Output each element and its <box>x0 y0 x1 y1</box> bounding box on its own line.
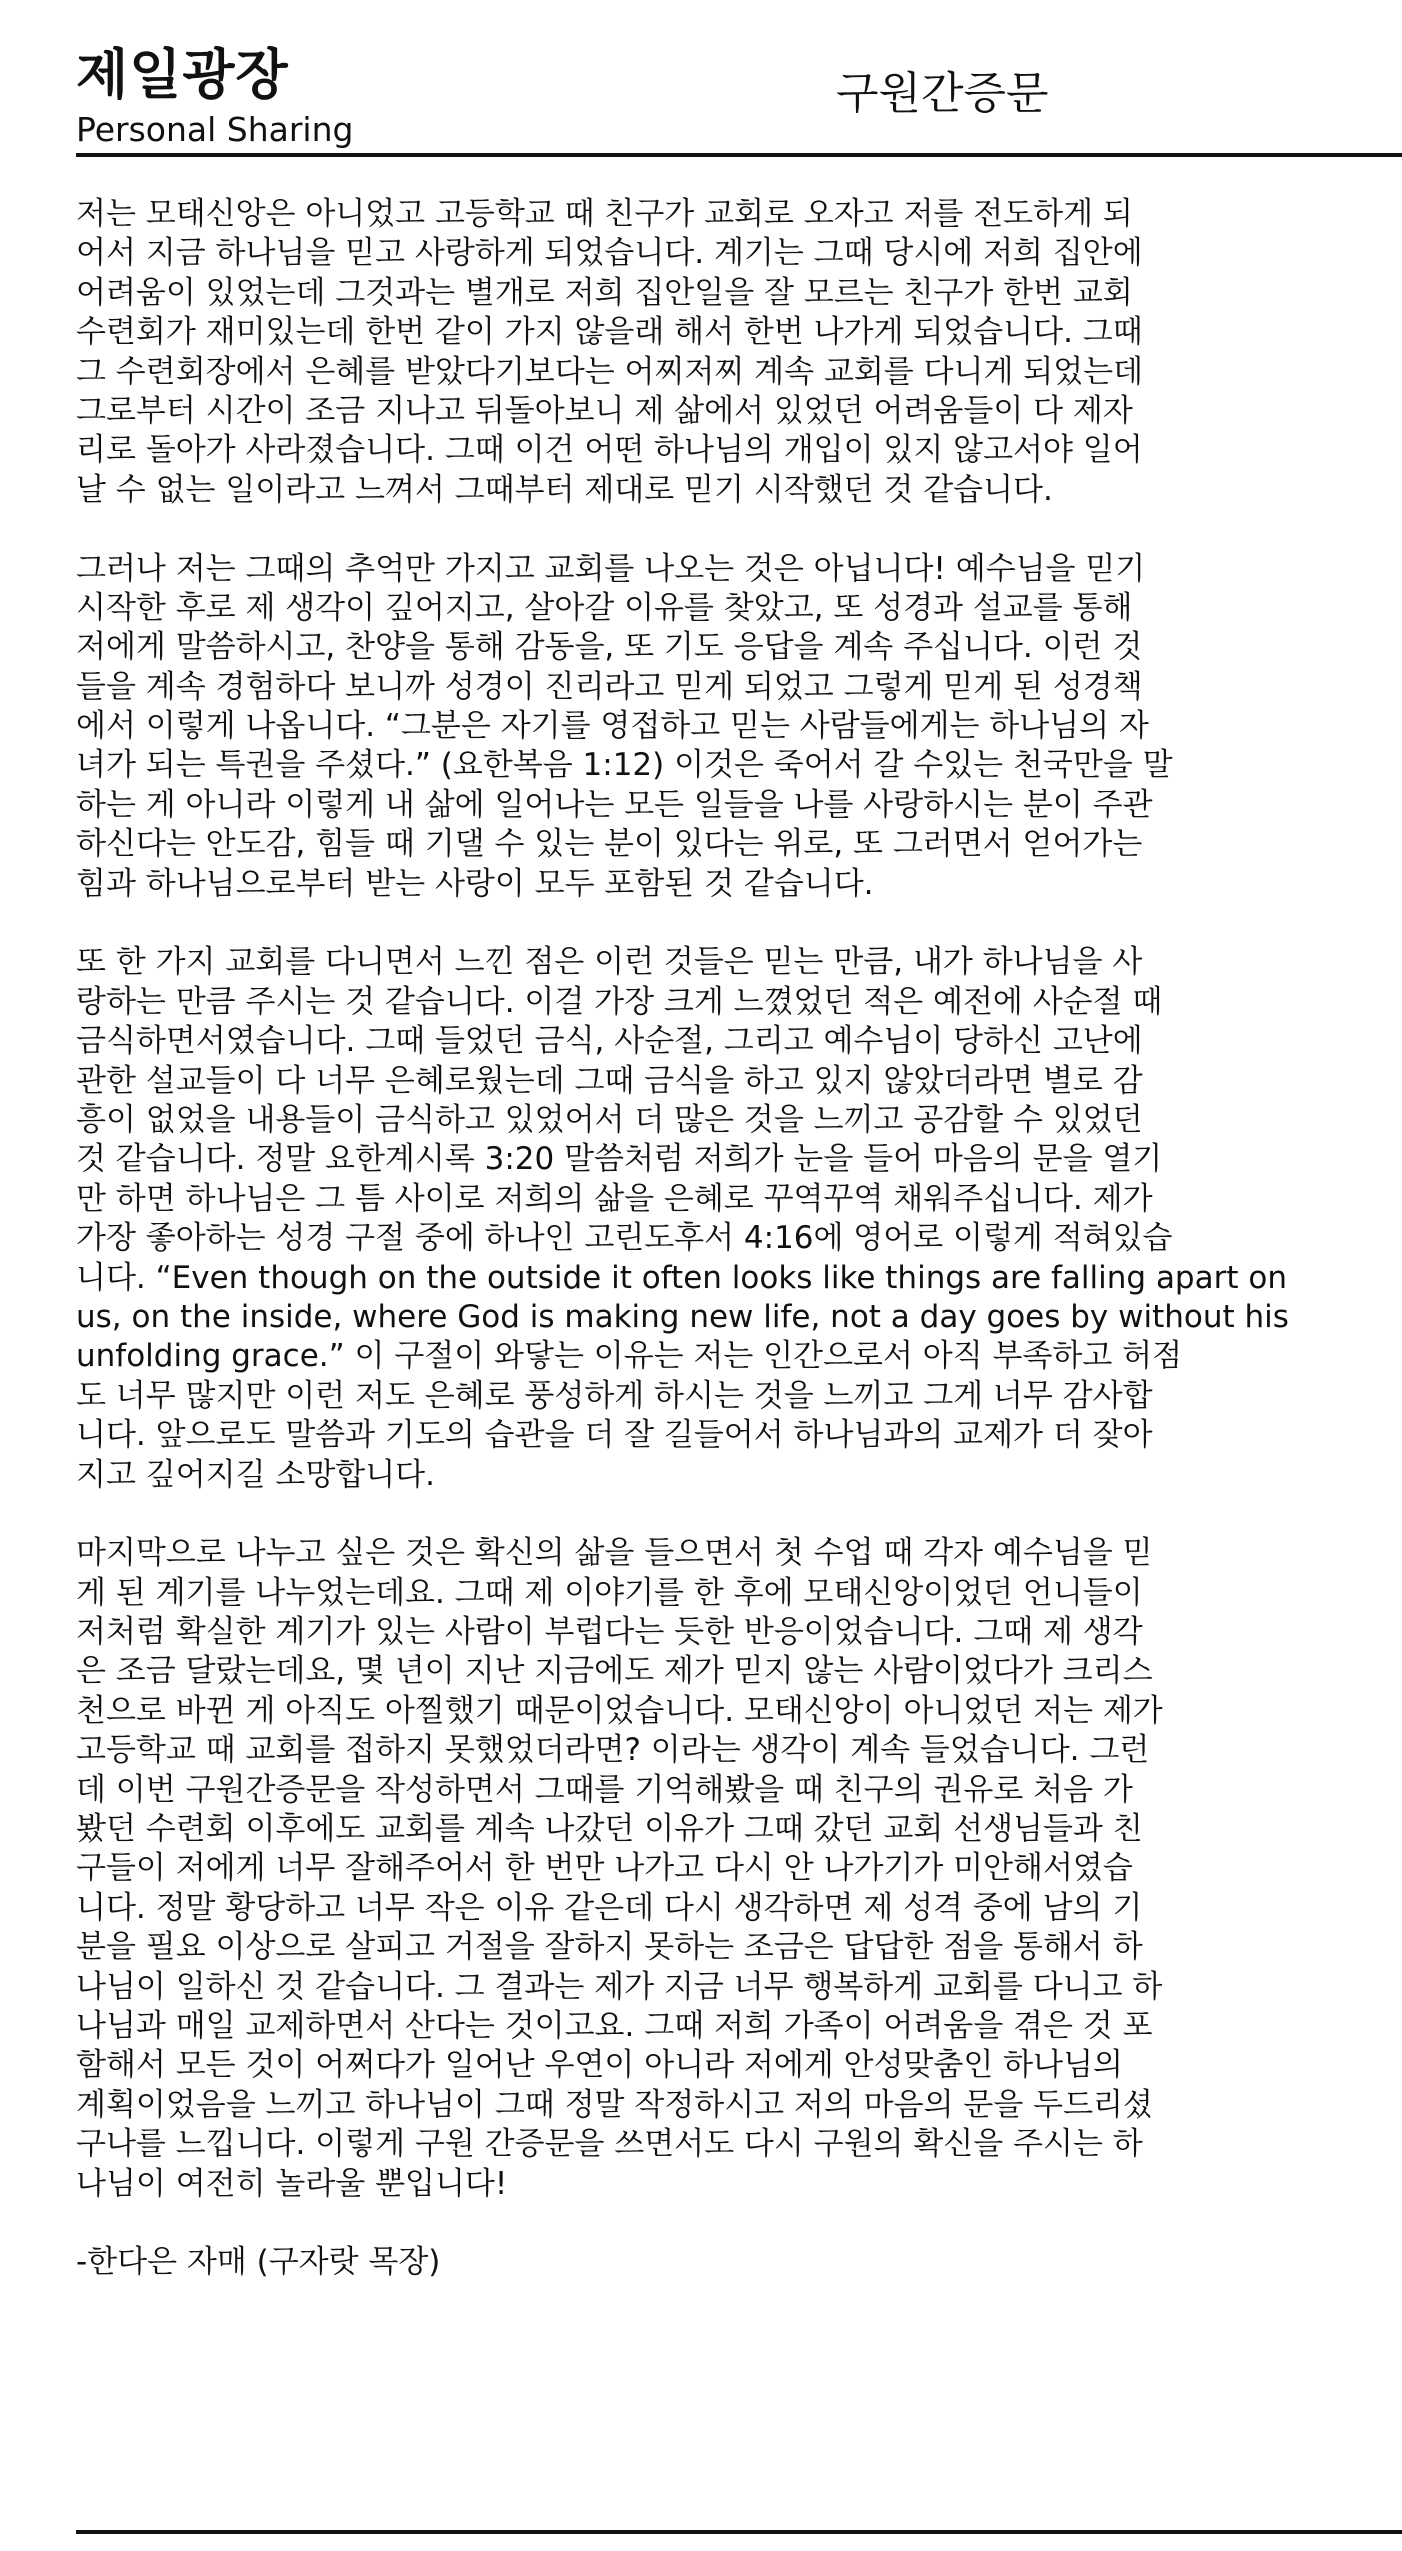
article-body <box>76 195 1396 2283</box>
text-line: 은 조금 달랐는데요, 몇 년이 지난 지금에도 제가 믿지 않는 사람이었다가 크리스 <box>76 1653 1153 1690</box>
text-line: 관한 설교들이 다 너무 은혜로웠는데 그때 금식을 하고 있지 않았더라면 별로 감 <box>76 1062 1143 1099</box>
paragraph-spacer <box>76 510 1396 549</box>
header-divider <box>76 153 1402 157</box>
text-line: 지고 깊어지길 소망합니다. <box>76 1456 435 1493</box>
paragraph <box>76 1534 1396 2204</box>
text-line: 힘과 하나님으로부터 받는 사랑이 모두 포함된 것 같습니다. <box>76 865 874 902</box>
paragraph <box>76 195 1396 510</box>
author-signature: -한다은 자매 (구자랏 목장) <box>76 2244 441 2281</box>
text-line: 날 수 없는 일이라고 느껴서 그때부터 제대로 믿기 시작했던 것 같습니다. <box>76 471 1053 508</box>
text-line: 만 하면 하나님은 그 틈 사이로 저희의 삶을 은혜로 꾸역꾸역 채워주십니다. 제가 <box>76 1180 1153 1217</box>
text-line: 흥이 없었을 내용들이 금식하고 있었어서 더 많은 것을 느끼고 공감할 수 있었던 <box>76 1101 1143 1138</box>
text-line: 그 수련회장에서 은혜를 받았다기보다는 어찌저찌 계속 교회를 다니게 되었는데 <box>76 353 1144 390</box>
paragraph-spacer <box>76 904 1396 943</box>
text-line: unfolding grace.” 이 구절이 와닿는 이유는 저는 인간으로서 아직 부족하고 허점 <box>76 1338 1183 1375</box>
text-line: 저처럼 확실한 계기가 있는 사람이 부럽다는 듯한 반응이었습니다. 그때 제 생각 <box>76 1614 1143 1651</box>
footer-divider <box>76 2530 1402 2534</box>
text-line: 랑하는 만큼 주시는 것 같습니다. 이걸 가장 크게 느꼈었던 적은 예전에 사순절 때 <box>76 983 1163 1020</box>
text-line: 하신다는 안도감, 힘들 때 기댈 수 있는 분이 있다는 위로, 또 그러면서 얻어가는 <box>76 826 1143 863</box>
text-line: 나님이 일하신 것 같습니다. 그 결과는 제가 지금 너무 행복하게 교회를 다니고 하 <box>76 1968 1163 2005</box>
text-line: 시작한 후로 제 생각이 깊어지고, 살아갈 이유를 찾았고, 또 성경과 설교를 통해 <box>76 589 1133 626</box>
text-line: 구나를 느낍니다. 이렇게 구원 간증문을 쓰면서도 다시 구원의 확신을 주시는 하 <box>76 2126 1143 2163</box>
text-line: 나님이 여전히 놀라울 뿐입니다! <box>76 2165 508 2202</box>
text-line: 들을 계속 경험하다 보니까 성경이 진리라고 믿게 되었고 그렇게 믿게 된 성경책 <box>76 668 1143 705</box>
text-line: 고등학교 때 교회를 접하지 못했었더라면? 이라는 생각이 계속 들었습니다. 그런 <box>76 1732 1150 1769</box>
document-title: 구원간증문 <box>836 68 1049 119</box>
text-line: 나님과 매일 교제하면서 산다는 것이고요. 그때 저희 가족이 어려움을 겪은 것 포 <box>76 2007 1153 2044</box>
text-line: 리로 돌아가 사라졌습니다. 그때 이건 어떤 하나님의 개입이 있지 않고서야 일어 <box>76 432 1143 469</box>
text-line: 게 된 계기를 나누었는데요. 그때 제 이야기를 한 후에 모태신앙이었던 언니들이 <box>76 1574 1143 1611</box>
text-line: 마지막으로 나누고 싶은 것은 확신의 삶을 들으면서 첫 수업 때 각자 예수님을 믿 <box>76 1535 1153 1572</box>
paragraph <box>76 943 1396 1494</box>
paragraph-spacer <box>76 2204 1396 2243</box>
text-line: 분을 필요 이상으로 살피고 거절을 잘하지 못하는 조금은 답답한 점을 통해서 하 <box>76 1929 1143 1966</box>
text-line: 도 너무 많지만 이런 저도 은혜로 풍성하게 하시는 것을 느끼고 그게 너무 감사합 <box>76 1377 1153 1414</box>
text-line: 또 한 가지 교회를 다니면서 느낀 점은 이런 것들은 믿는 만큼, 내가 하나님을 사 <box>76 944 1143 981</box>
text-line: 데 이번 구원간증문을 작성하면서 그때를 기억해봤을 때 친구의 권유로 처음 가 <box>76 1771 1133 1808</box>
brand-subtitle: Personal Sharing <box>76 110 354 149</box>
text-line: 그러나 저는 그때의 추억만 가지고 교회를 나오는 것은 아닙니다! 예수님을 믿기 <box>76 550 1146 587</box>
text-line: 봤던 수련회 이후에도 교회를 계속 나갔던 이유가 그때 갔던 교회 선생님들과 친 <box>76 1811 1143 1848</box>
text-line: 녀가 되는 특권을 주셨다.” (요한복음 1:12) 이것은 죽어서 갈 수있는 천국만을 말 <box>76 747 1173 784</box>
paragraph-spacer <box>76 1495 1396 1534</box>
text-line: 가장 좋아하는 성경 구절 중에 하나인 고린도후서 4:16에 영어로 이렇게 적혀있습 <box>76 1220 1173 1257</box>
text-line: 에서 이렇게 나옵니다. “그분은 자기를 영접하고 믿는 사람들에게는 하나님의 자 <box>76 708 1149 745</box>
text-line: 것 같습니다. 정말 요한계시록 3:20 말씀처럼 저희가 눈을 들어 마음의 문을 열기 <box>76 1141 1163 1178</box>
text-line: 구들이 저에게 너무 잘해주어서 한 번만 나가고 다시 안 나가기가 미안해서였습 <box>76 1850 1133 1887</box>
page-header <box>76 28 1402 158</box>
text-line: 어서 지금 하나님을 믿고 사랑하게 되었습니다. 계기는 그때 당시에 저희 집안에 <box>76 235 1143 272</box>
text-line: 니다. 정말 황당하고 너무 작은 이유 같은데 다시 생각하면 제 성격 중에 남의 기 <box>76 1889 1143 1926</box>
text-line: us, on the inside, where God is making new life, not a day goes by without his <box>76 1298 1289 1335</box>
text-line: 금식하면서였습니다. 그때 들었던 금식, 사순절, 그리고 예수님이 당하신 고난에 <box>76 1023 1143 1060</box>
text-line: 니다. “Even though on the outside it often looks like things are falling apart on <box>76 1259 1287 1296</box>
brand-title: 제일광장 <box>76 43 289 106</box>
text-line: 그로부터 시간이 조금 지나고 뒤돌아보니 제 삶에서 있었던 어려움들이 다 제자 <box>76 392 1133 429</box>
text-line: 니다. 앞으로도 말씀과 기도의 습관을 더 잘 길들어서 하나님과의 교제가 더 잦아 <box>76 1417 1153 1454</box>
text-line: 함해서 모든 것이 어쩌다가 일어난 우연이 아니라 저에게 안성맞춤인 하나님의 <box>76 2047 1123 2084</box>
text-line: 저에게 말씀하시고, 찬양을 통해 감동을, 또 기도 응답을 계속 주십니다. 이런 것 <box>76 629 1143 666</box>
text-line: 천으로 바뀐 게 아직도 아찔했기 때문이었습니다. 모태신앙이 아니었던 저는 제가 <box>76 1692 1163 1729</box>
paragraph <box>76 550 1396 905</box>
text-line: 저는 모태신앙은 아니었고 고등학교 때 친구가 교회로 오자고 저를 전도하게 되 <box>76 196 1133 232</box>
text-line: 계획이었음을 느끼고 하나님이 그때 정말 작정하시고 저의 마음의 문을 두드리셨 <box>76 2086 1153 2123</box>
text-line: 수련회가 재미있는데 한번 같이 가지 않을래 해서 한번 나가게 되었습니다. 그때 <box>76 314 1143 351</box>
text-line: 어려움이 있었는데 그것과는 별개로 저희 집안일을 잘 모르는 친구가 한번 교회 <box>76 274 1133 311</box>
text-line: 하는 게 아니라 이렇게 내 삶에 일어나는 모든 일들을 나를 사랑하시는 분이 주관 <box>76 786 1153 823</box>
